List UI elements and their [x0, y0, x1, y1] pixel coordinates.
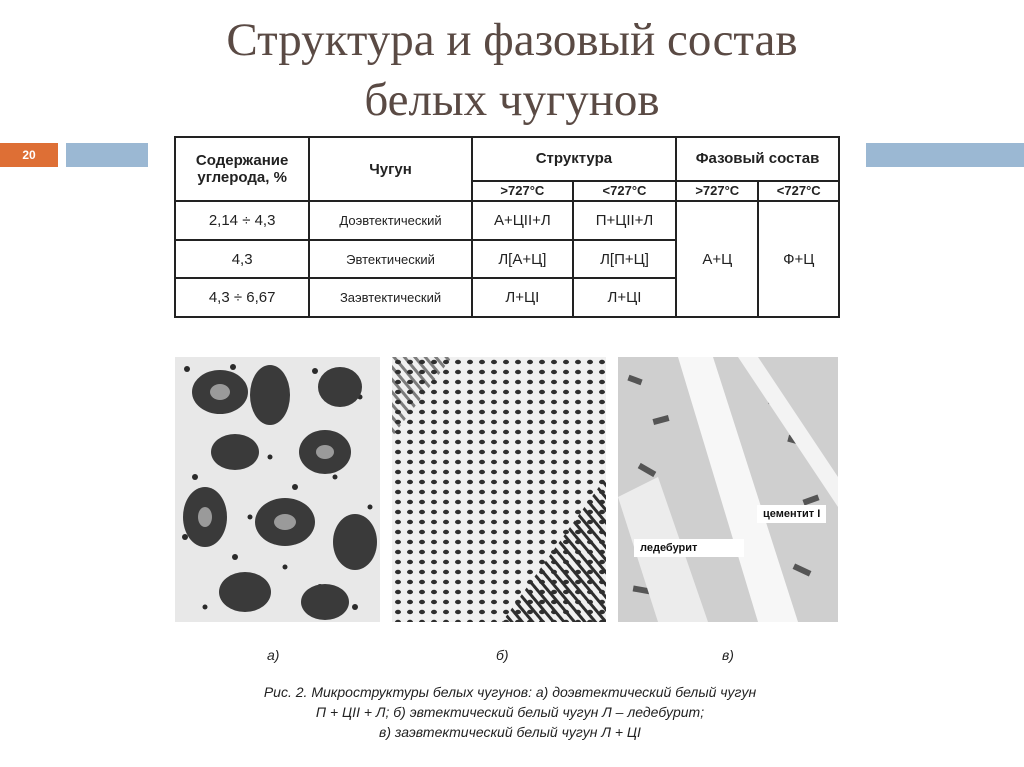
cell-structure-high: Л[А+Ц] — [472, 240, 573, 279]
sublabel-a: а) — [267, 647, 280, 663]
cell-structure-high: А+ЦII+Л — [472, 201, 573, 240]
caption-line3: в) заэвтектический белый чугун Л + ЦI — [379, 724, 641, 740]
sublabel-c: в) — [722, 647, 734, 663]
decor-bar-left — [66, 143, 148, 167]
cell-phase-low: Ф+Ц — [758, 201, 839, 317]
caption-line1: Рис. 2. Микроструктуры белых чугунов: а) доэвтектический белый чугун — [263, 684, 757, 700]
slide-number: 20 — [0, 143, 58, 167]
label-ledeburite: ледебурит — [634, 539, 744, 557]
header-carbon: Содержание углерода, % — [175, 137, 309, 201]
cell-phase-high: А+Ц — [676, 201, 758, 317]
cell-structure-high: Л+ЦI — [472, 278, 573, 317]
micrograph-hypereutectic — [618, 357, 838, 622]
subheader-phase-high: >727°С — [676, 181, 758, 201]
table-row — [175, 201, 839, 240]
cell-carbon: 2,14 ÷ 4,3 — [175, 201, 309, 240]
cell-carbon: 4,3 — [175, 240, 309, 279]
cell-type: Доэвтектический — [309, 201, 471, 240]
cell-carbon: 4,3 ÷ 6,67 — [175, 278, 309, 317]
header-structure: Структура — [472, 137, 676, 181]
label-cementite: цементит I — [757, 505, 826, 523]
subheader-structure-low: <727°С — [573, 181, 676, 201]
figure-caption — [150, 682, 870, 742]
cell-type: Эвтектический — [309, 240, 471, 279]
caption-line2: П + ЦII + Л; б) эвтектический белый чугун Л – ледебурит; — [315, 704, 705, 720]
header-iron: Чугун — [309, 137, 471, 201]
subheader-structure-high: >727°С — [472, 181, 573, 201]
decor-bar-right — [866, 143, 1024, 167]
micrograph-hypoeutectic — [175, 357, 380, 622]
slide-title — [0, 10, 1024, 130]
subheader-phase-low: <727°С — [758, 181, 839, 201]
cell-structure-low: Л[П+Ц] — [573, 240, 676, 279]
cell-structure-low: Л+ЦI — [573, 278, 676, 317]
cast-iron-table — [174, 136, 840, 318]
micrograph-eutectic — [392, 357, 606, 622]
sublabel-b: б) — [496, 647, 509, 663]
slide-title-line2: белых чугунов — [364, 74, 660, 126]
cell-type: Заэвтектический — [309, 278, 471, 317]
slide-title-line1: Структура и фазовый состав — [226, 14, 798, 66]
cell-structure-low: П+ЦII+Л — [573, 201, 676, 240]
header-phase: Фазовый состав — [676, 137, 839, 181]
